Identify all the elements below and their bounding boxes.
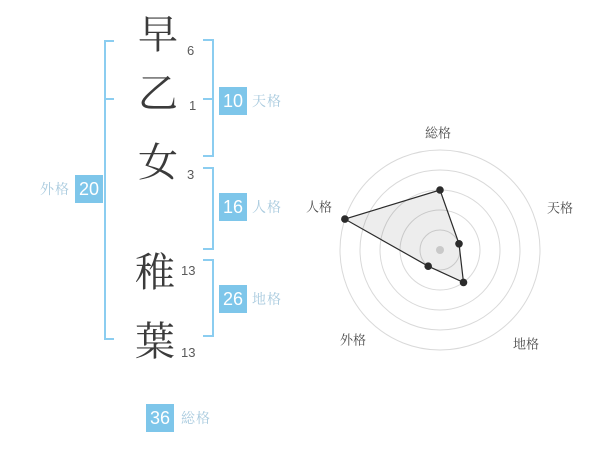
radar-data-point <box>455 240 463 248</box>
radar-data-point <box>341 215 349 223</box>
name-character: 早 <box>138 13 178 57</box>
name-character: 葉 <box>135 320 175 364</box>
tenkaku-label: 天格 <box>252 93 282 109</box>
soukaku-label: 総格 <box>181 410 211 426</box>
radar-axis-label: 総格 <box>424 125 452 141</box>
stroke-count: 13 <box>181 345 196 360</box>
radar-axis-label: 地格 <box>512 336 540 352</box>
gaikaku-label: 外格 <box>40 181 70 197</box>
gaikaku-value-box: 20 <box>75 175 103 203</box>
radar-data-point <box>460 279 468 287</box>
radar-center-dot <box>436 246 444 254</box>
jinkaku-label: 人格 <box>252 199 282 215</box>
stroke-count: 1 <box>189 98 197 113</box>
stroke-count: 3 <box>187 167 195 182</box>
radar-data-point <box>436 186 444 194</box>
radar-axis-label: 人格 <box>305 199 333 215</box>
chikaku-label: 地格 <box>252 291 282 307</box>
stroke-count: 13 <box>181 263 196 278</box>
name-character: 女 <box>138 141 178 185</box>
soukaku-value-box: 36 <box>146 404 174 432</box>
chikaku-value-box: 26 <box>219 285 247 313</box>
jinkaku-value-box: 16 <box>219 193 247 221</box>
radar-axis-label: 外格 <box>339 332 367 348</box>
stroke-count: 6 <box>187 43 195 58</box>
name-character: 乙 <box>138 72 178 116</box>
tenkaku-value-box: 10 <box>219 87 247 115</box>
radar-data-point <box>424 262 432 270</box>
name-character: 稚 <box>135 251 175 295</box>
kaku-radar-chart <box>300 110 580 390</box>
radar-axis-label: 天格 <box>546 200 574 216</box>
